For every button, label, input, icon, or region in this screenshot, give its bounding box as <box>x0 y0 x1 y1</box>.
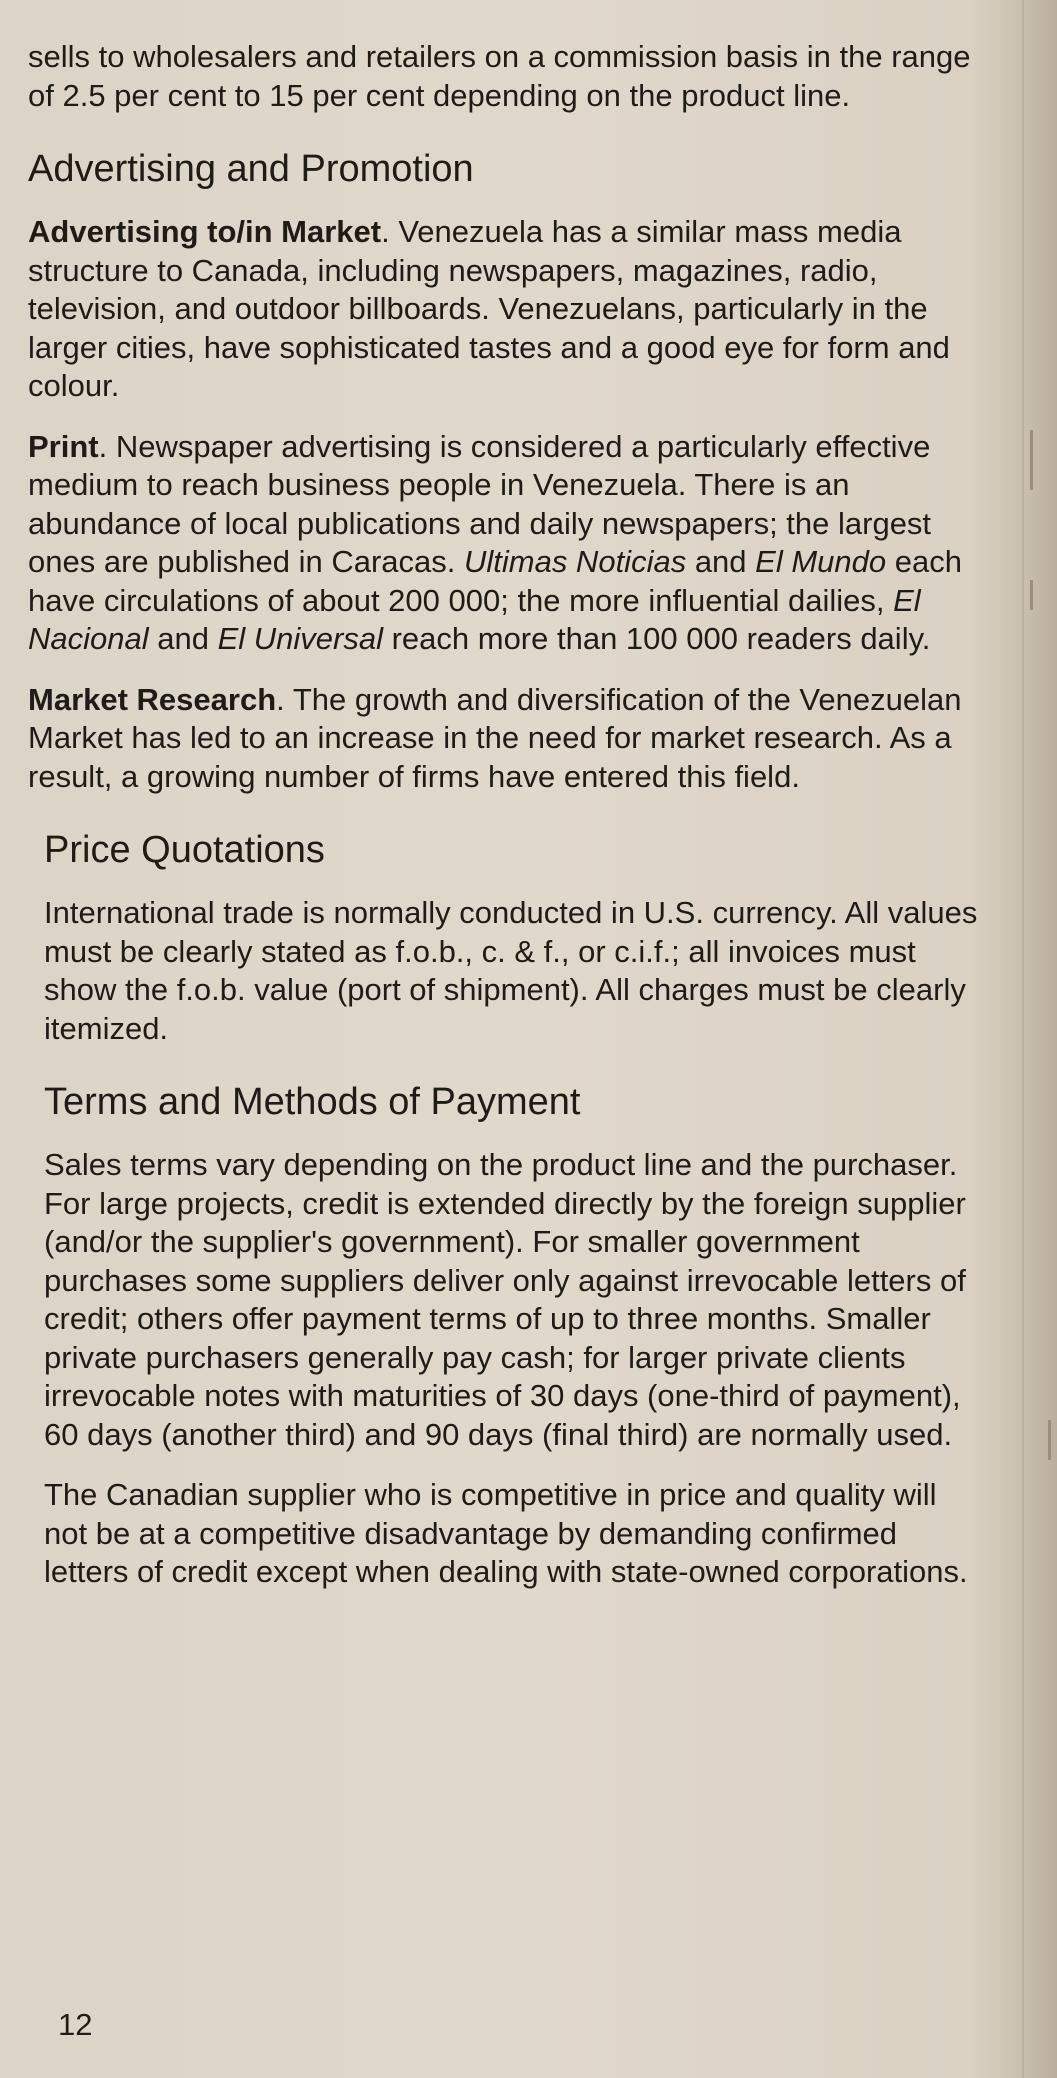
margin-mark <box>1048 1420 1051 1460</box>
advertising-market-label: Advertising to/in Market <box>28 214 382 249</box>
publication-name: El Nacional <box>28 582 921 656</box>
market-research-paragraph <box>28 681 978 797</box>
margin-mark <box>1030 580 1033 610</box>
terms-paragraph-1: Sales terms vary depending on the product line and the purchaser. For large projects, credit is extended directly by the foreign supplier (and/or the supplier's government). For smaller government purchases some suppliers deliver only against irrevocable letters of credit; others offer payment terms of up to three months. Smaller private purchasers generally pay cash; for larger private clients irrevocable notes with maturities of 30 days (one-third of payment), 60 days (another third) and 90 days (final third) are normally used. <box>44 1147 966 1452</box>
print-label: Print <box>28 428 99 464</box>
advertising-market-text: Venezuela has a similar mass media structure to Canada, including newspapers, magazines, radio, television, and outdoor billboards. Venezuelans, particularly in the larger cities, have sophisticated tastes and a good eye for form and colour. <box>28 214 950 403</box>
advertising-heading: Advertising and Promotion <box>28 148 474 190</box>
page-edge <box>1022 0 1024 2078</box>
separator: . <box>381 214 399 249</box>
terms-heading: Terms and Methods of Payment <box>44 1081 581 1123</box>
price-heading: Price Quotations <box>44 829 325 871</box>
publication-name: El Universal <box>217 621 383 656</box>
separator: . <box>276 681 293 717</box>
advertising-market-paragraph <box>28 213 978 406</box>
intro-paragraph: sells to wholesalers and retailers on a commission basis in the range of 2.5 per cent to 15 per cent depending on the product line. <box>28 39 971 113</box>
page-number: 12 <box>58 2007 93 2042</box>
conjunction: and <box>148 621 218 656</box>
market-research-text: The growth and diversification of the Venezuelan Market has led to an increase in the need for market research. As a result, a growing number of firms have entered this field. <box>28 681 962 794</box>
page-content <box>28 38 978 1592</box>
conjunction: and <box>686 544 756 579</box>
separator: . <box>98 428 116 464</box>
print-text: each have circulations of about 200 000; the more influential dailies, <box>28 544 962 618</box>
price-paragraph: International trade is normally conducted in U.S. currency. All values must be clearly stated as f.o.b., c. & f., or c.i.f.; all invoices must show the f.o.b. value (port of shipment). All charges must be clearly itemized. <box>44 895 978 1046</box>
publication-name: Ultimas Noticias <box>463 544 687 579</box>
print-text: reach more than 100 000 readers daily. <box>382 621 931 656</box>
publication-name: El Mundo <box>755 544 887 579</box>
print-paragraph <box>28 428 978 659</box>
terms-paragraph-2: The Canadian supplier who is competitive in price and quality will not be at a competitive disadvantage by demanding confirmed letters of credit except when dealing with state-owned corporations. <box>44 1477 968 1589</box>
print-text: Newspaper advertising is considered a particularly effective medium to reach business people in Venezuela. There is an abundance of local publications and daily newspapers; the largest ones are published in Caracas. <box>28 428 932 579</box>
market-research-label: Market Research <box>28 681 277 717</box>
margin-mark <box>1030 430 1033 490</box>
